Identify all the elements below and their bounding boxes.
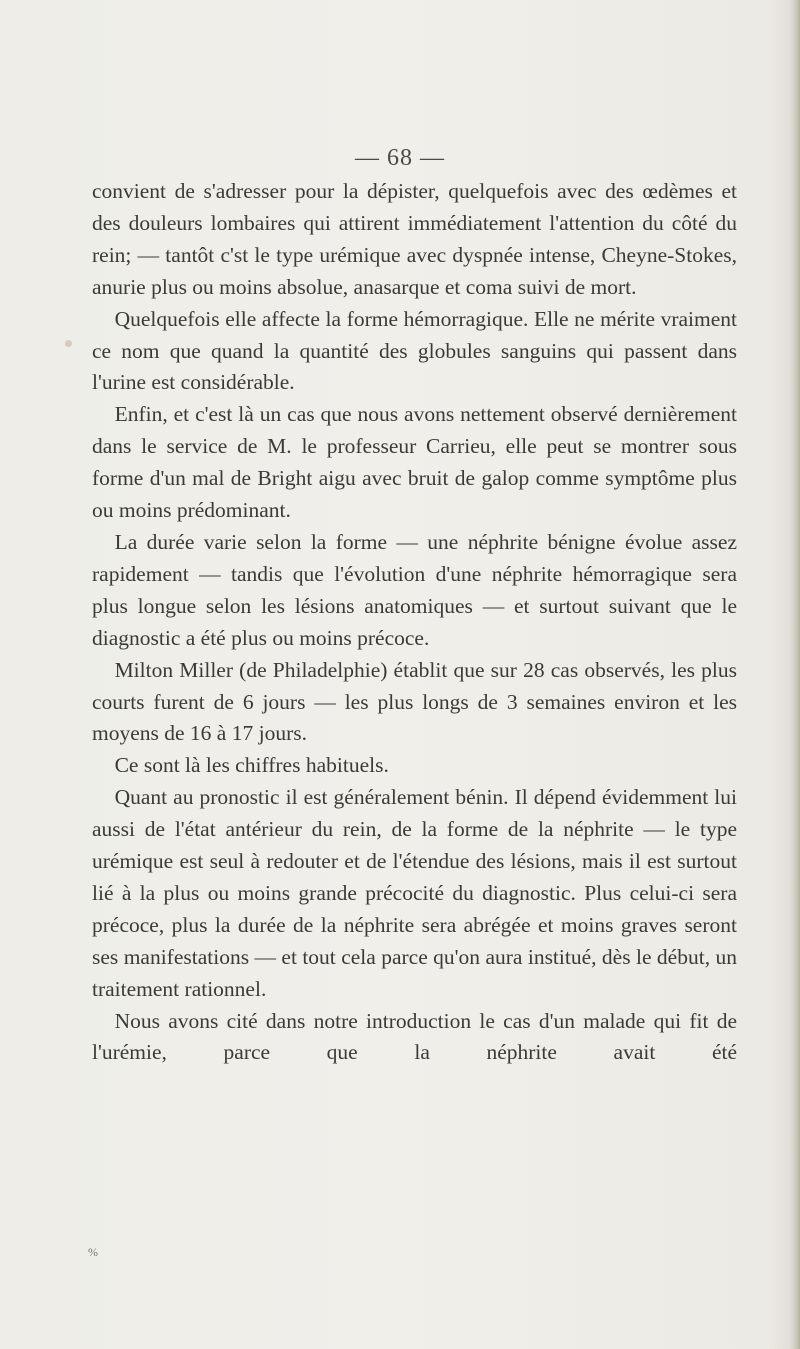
- paragraph-3: Enfin, et c'est là un cas que nous avons nettement observé dernièrement dans le service de M. le professeur Carrieu, elle peut se montrer sous forme d'un mal de Bright aigu avec bruit de galop comme symptôme plus ou moins prédominant.: [92, 402, 737, 523]
- ink-spot: [65, 340, 72, 347]
- paragraph-2: Quelquefois elle affecte la forme hémorragique. Elle ne mérite vraiment ce nom que quand la quantité des globules sanguins qui passent dans l'urine est considérable.: [92, 306, 737, 395]
- body-text: [92, 176, 737, 1069]
- paragraph-7: Quant au pronostic il est généralement bénin. Il dépend évidemment lui aussi de l'état antérieur du rein, de la forme de la néphrite — le type urémique est seul à redouter et de l'étendue des lésions, mais il est surtout lié à la plus ou moins grande précocité du diagnostic. Plus celui-ci sera précoce, plus la durée de la néphrite sera abrégée et moins graves seront ses manifestations — et tout cela parce qu'on aura institué, dès le début, un traitement rationnel.: [92, 785, 737, 1001]
- page-number: — 68 —: [355, 145, 445, 171]
- paragraph-8: Nous avons cité dans notre introduction le cas d'un malade qui fit de l'urémie, parce que la néphrite avait été: [92, 1008, 737, 1065]
- paragraph-5: Milton Miller (de Philadelphie) établit que sur 28 cas observés, les plus courts furent de 6 jours — les plus longs de 3 semaines environ et les moyens de 16 à 17 jours.: [92, 657, 737, 746]
- paragraph-6: Ce sont là les chiffres habituels.: [114, 753, 389, 778]
- paragraph-4: La durée varie selon la forme — une néphrite bénigne évolue assez rapidement — tandis que l'évolution d'une néphrite hémorragique sera plus longue selon les lésions anatomiques — et surtout suivant que le diagnostic a été plus ou moins précoce.: [92, 529, 737, 650]
- stray-mark: %: [88, 1245, 98, 1259]
- paragraph-1: convient de s'adresser pour la dépister, quelquefois avec des œdèmes et des douleurs lombaires qui attirent immédiatement l'attention du côté du rein; — tantôt c'st le type urémique avec dyspnée intense, Cheyne-Stokes, anurie plus ou moins absolue, anasarque et coma suivi de mort.: [92, 179, 737, 299]
- page-edge-shadow: [790, 0, 800, 1349]
